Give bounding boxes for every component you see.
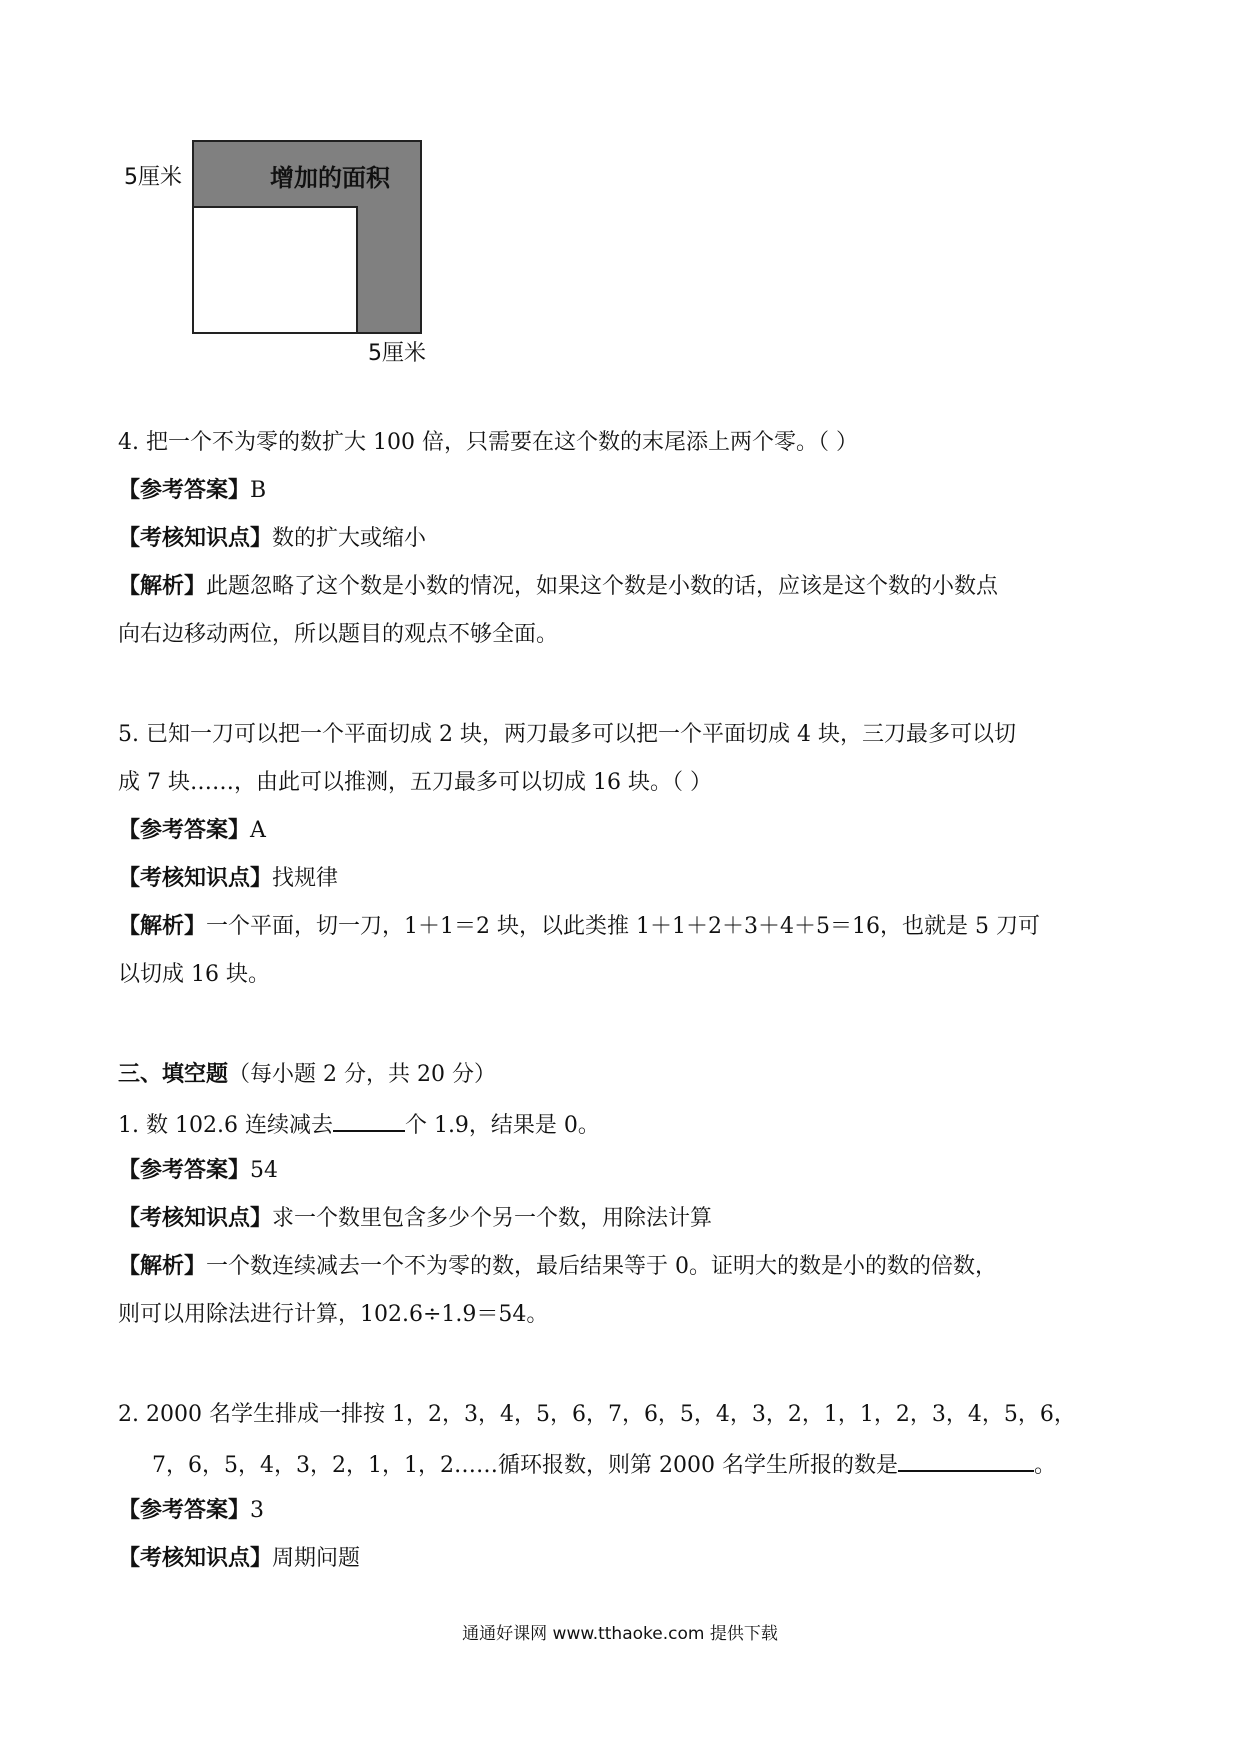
question-part-a: 7，6，5，4，3，2，1，1，2……循环报数，则第 2000 名学生所报的数是 (152, 1453, 898, 1478)
answer-blank (333, 1108, 405, 1132)
q5-question-line1: 5. 已知一刀可以把一个平面切成 2 块，两刀最多可以把一个平面切成 4 块，三刀最多可以切 (118, 722, 1016, 747)
point-tag: 【考核知识点】 (118, 866, 273, 891)
point-tag: 【考核知识点】 (118, 526, 273, 551)
f1-question (118, 1108, 600, 1141)
answer-value: 3 (250, 1498, 265, 1523)
point-value: 求一个数里包含多少个另一个数，用除法计算 (272, 1206, 713, 1231)
point-tag: 【考核知识点】 (118, 1206, 273, 1231)
f1-answer (118, 1156, 278, 1186)
analysis-text: 一个平面，切一刀，1＋1＝2 块，以此类推 1＋1＋2＋3＋4＋5＝16，也就是 5 刀可 (206, 914, 1040, 939)
f2-answer (118, 1496, 264, 1526)
section-heading (118, 1060, 496, 1090)
answer-tag: 【参考答案】 (118, 478, 251, 503)
page-footer: 通通好课网 www.tthaoke.com 提供下载 (462, 1624, 778, 1644)
section-note: （每小题 2 分，共 20 分） (228, 1062, 496, 1087)
added-area-label: 增加的面积 (270, 164, 390, 192)
left-dimension-label: 5厘米 (124, 165, 182, 190)
answer-value: B (250, 478, 267, 503)
f2-knowledge-point (118, 1544, 360, 1574)
f1-knowledge-point (118, 1204, 712, 1234)
answer-blank (898, 1448, 1034, 1472)
point-value: 周期问题 (272, 1546, 361, 1571)
point-value: 找规律 (272, 866, 339, 891)
question-part-a: 1. 数 102.6 连续减去 (118, 1113, 333, 1138)
q4-analysis-line2: 向右边移动两位，所以题目的观点不够全面。 (118, 622, 559, 647)
q4-answer (118, 476, 266, 506)
f2-question-line2 (152, 1448, 1056, 1481)
answer-tag: 【参考答案】 (118, 818, 251, 843)
q5-knowledge-point (118, 864, 338, 894)
analysis-tag: 【解析】 (118, 914, 207, 939)
question-part-b: 个 1.9，结果是 0。 (404, 1113, 600, 1138)
point-tag: 【考核知识点】 (118, 1546, 273, 1571)
analysis-text: 一个数连续减去一个不为零的数，最后结果等于 0。证明大的数是小的数的倍数， (206, 1254, 998, 1279)
answer-value: A (250, 818, 266, 843)
f1-analysis-line1 (118, 1252, 997, 1282)
analysis-tag: 【解析】 (118, 574, 207, 599)
bottom-dimension-label: 5厘米 (368, 341, 426, 366)
analysis-text: 此题忽略了这个数是小数的情况，如果这个数是小数的话，应该是这个数的小数点 (206, 574, 999, 599)
question-part-b: 。 (1033, 1453, 1056, 1478)
answer-tag: 【参考答案】 (118, 1158, 251, 1183)
answer-tag: 【参考答案】 (118, 1498, 251, 1523)
q5-analysis-line1 (118, 912, 1040, 942)
section-title: 三、填空题 (118, 1062, 229, 1087)
area-figure (120, 130, 440, 380)
q5-answer (118, 816, 266, 846)
q4-question: 4. 把一个不为零的数扩大 100 倍，只需要在这个数的末尾添上两个零。（ ） (118, 430, 858, 455)
f2-question-line1: 2. 2000 名学生排成一排按 1，2，3，4，5，6，7，6，5，4，3，2，1，1，2，3，4，5，6， (118, 1402, 1076, 1427)
answer-value: 54 (250, 1158, 279, 1183)
q4-analysis-line1 (118, 572, 998, 602)
analysis-tag: 【解析】 (118, 1254, 207, 1279)
point-value: 数的扩大或缩小 (272, 526, 427, 551)
f1-analysis-line2: 则可以用除法进行计算，102.6÷1.9＝54。 (118, 1302, 549, 1327)
q4-knowledge-point (118, 524, 426, 554)
q5-analysis-line2: 以切成 16 块。 (118, 962, 270, 987)
q5-question-line2: 成 7 块……，由此可以推测，五刀最多可以切成 16 块。（ ） (118, 770, 712, 795)
original-square (192, 206, 358, 334)
